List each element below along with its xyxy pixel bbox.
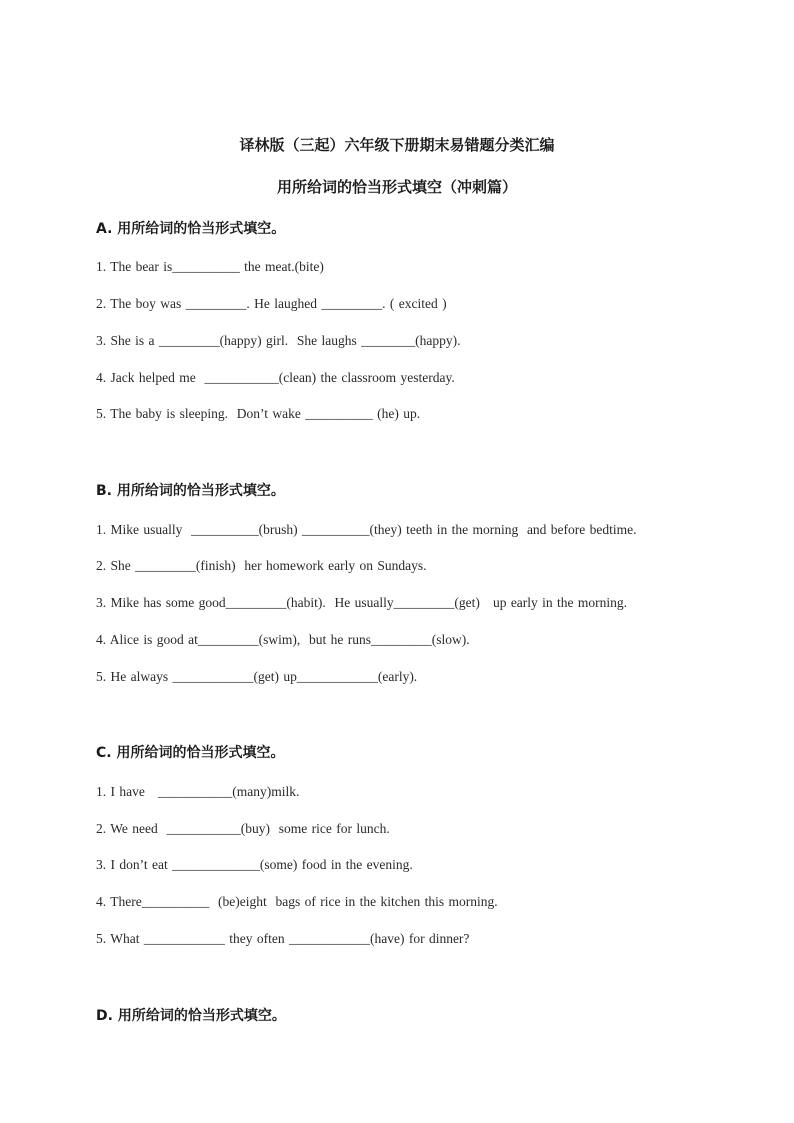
- section-b-item-5: 5. He always ____________(get) up____________(early).: [96, 669, 418, 684]
- section-b-heading: B. 用所给词的恰当形式填空。: [96, 483, 285, 499]
- section-b-item-4: 4. Alice is good at_________(swim), but he runs_________(slow).: [96, 632, 470, 647]
- section-a-item-1: 1. The bear is__________ the meat.(bite): [96, 259, 324, 274]
- section-a-item-4: 4. Jack helped me ___________(clean) the classroom yesterday.: [96, 370, 455, 385]
- section-c-heading: C. 用所给词的恰当形式填空。: [96, 745, 285, 761]
- section-c-item-5: 5. What ____________ they often ____________(have) for dinner?: [96, 931, 470, 946]
- document-subtitle: 用所给词的恰当形式填空（冲刺篇）: [276, 178, 517, 196]
- section-c-item-3: 3. I don’t eat _____________(some) food in the evening.: [96, 857, 413, 872]
- section-b-item-3: 3. Mike has some good_________(habit). He usually_________(get) up early in the morning.: [96, 595, 628, 610]
- section-a-heading: A. 用所给词的恰当形式填空。: [96, 221, 286, 237]
- section-a-item-3: 3. She is a _________(happy) girl. She laughs ________(happy).: [96, 333, 461, 348]
- document-title: 译林版（三起）六年级下册期末易错题分类汇编: [239, 136, 555, 154]
- section-b-item-2: 2. She _________(finish) her homework early on Sundays.: [96, 558, 427, 573]
- section-a-item-2: 2. The boy was _________. He laughed _________. ( excited ): [96, 296, 447, 311]
- section-c-item-1: 1. I have ___________(many)milk.: [96, 784, 300, 799]
- section-a-item-5: 5. The baby is sleeping. Don’t wake __________ (he) up.: [96, 406, 421, 421]
- section-c-item-2: 2. We need ___________(buy) some rice for lunch.: [96, 821, 390, 836]
- section-c-item-4: 4. There__________ (be)eight bags of rice in the kitchen this morning.: [96, 894, 498, 909]
- section-d-heading: D. 用所给词的恰当形式填空。: [96, 1008, 286, 1024]
- section-b-item-1: 1. Mike usually __________(brush) __________(they) teeth in the morning and before bedtime.: [96, 522, 637, 537]
